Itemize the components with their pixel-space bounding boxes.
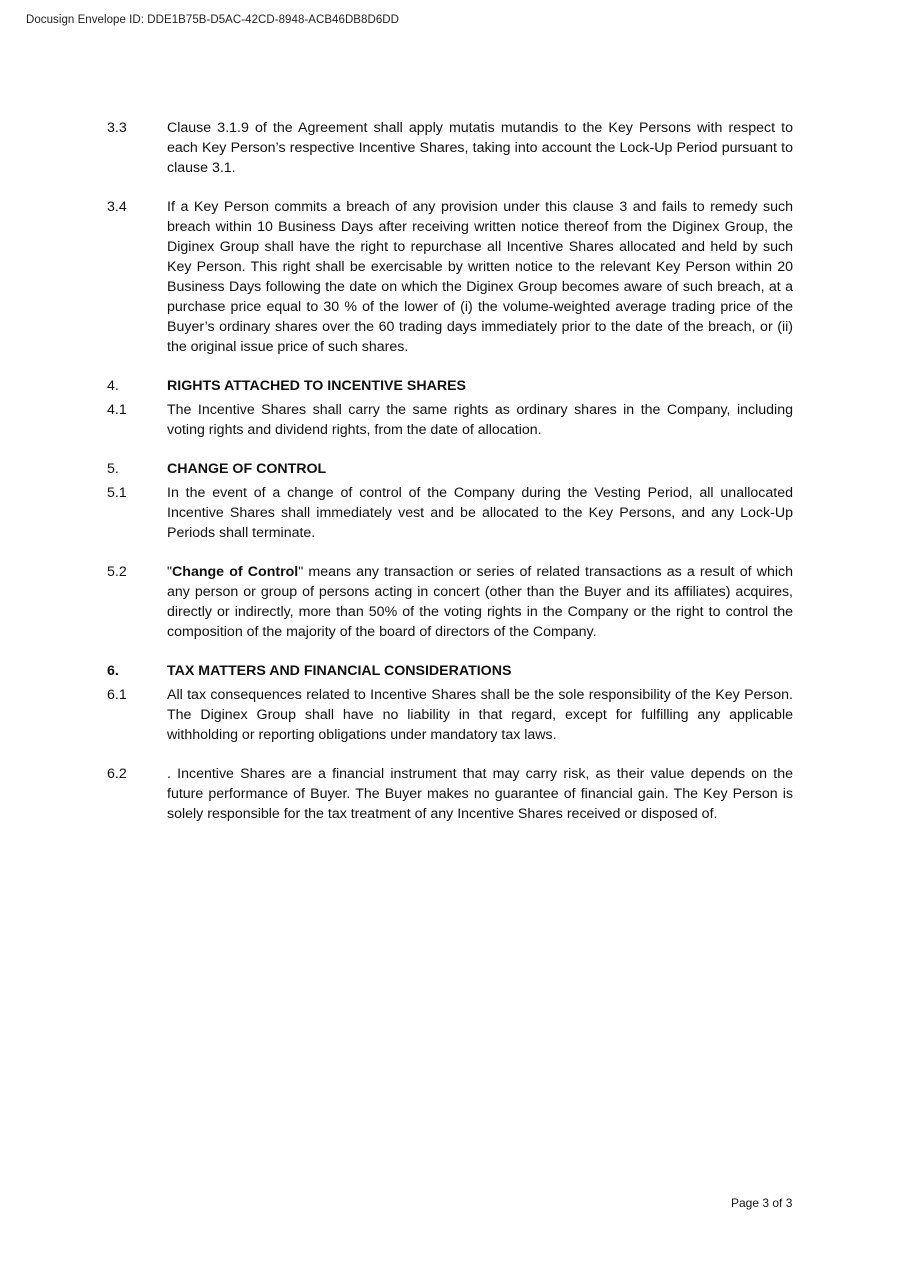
clause-number: 3.4 — [107, 199, 127, 215]
section-title: CHANGE OF CONTROL — [167, 461, 327, 477]
document-body — [107, 118, 793, 824]
clause-number: 4.1 — [107, 402, 127, 418]
section-title: RIGHTS ATTACHED TO INCENTIVE SHARES — [167, 378, 467, 394]
section-number: 6. — [107, 663, 119, 679]
clause-text: Clause 3.1.9 of the Agreement shall apply mutatis mutandis to the Key Persons with respect to each Key Person’s respective Incentive Shares, taking into account the Lock-Up Period pursuant to clause 3.1. — [167, 120, 793, 176]
clause-number: 5.2 — [107, 564, 127, 580]
clause-number: 6.2 — [107, 766, 127, 782]
section-heading-5 — [107, 459, 793, 479]
clause-number: 3.3 — [107, 120, 127, 136]
clause-6-1 — [107, 685, 793, 745]
clause-4-1 — [107, 400, 793, 440]
clause-5-2 — [107, 562, 793, 642]
clause-number: 5.1 — [107, 485, 127, 501]
clause-5-1 — [107, 483, 793, 543]
clause-text: In the event of a change of control of the Company during the Vesting Period, all unallocated Incentive Shares shall immediately vest and be allocated to the Key Persons, and any Lock-Up Periods shall terminate. — [167, 485, 793, 541]
envelope-id: Docusign Envelope ID: DDE1B75B-D5AC-42CD-8948-ACB46DB8D6DD — [26, 14, 399, 26]
clause-6-2 — [107, 764, 793, 824]
section-heading-6 — [107, 661, 793, 681]
section-heading-4 — [107, 376, 793, 396]
clause-text: If a Key Person commits a breach of any provision under this clause 3 and fails to remedy such breach within 10 Business Days after receiving written notice thereof from the Diginex Group, the Diginex Group shall have the right to repurchase all Incentive Shares allocated and held by such Key Person. This right shall be exercisable by written notice to the relevant Key Person within 20 Business Days following the date on which the Diginex Group becomes aware of such breach, at a purchase price equal to 30 % of the lower of (i) the volume-weighted average trading price of the Buyer’s ordinary shares over the 60 trading days immediately prior to the date of the breach, or (ii) the original issue price of such shares. — [167, 199, 793, 355]
clause-number: 6.1 — [107, 687, 127, 703]
page-number: Page 3 of 3 — [731, 1196, 793, 1210]
section-number: 4. — [107, 378, 119, 394]
definition-text: " means any transaction or series of related transactions as a result of which any person or group of persons acting in concert (other than the Buyer and its affiliates) acquires, directly or indirectly, more than 50% of the voting rights in the Company or the right to control the composition of the majority of the board of directors of the Company. — [167, 564, 793, 640]
section-title: TAX MATTERS AND FINANCIAL CONSIDERATIONS — [167, 663, 512, 679]
defined-term: Change of Control — [172, 564, 299, 580]
clause-3-3 — [107, 118, 793, 178]
clause-text: . Incentive Shares are a financial instrument that may carry risk, as their value depends on the future performance of Buyer. The Buyer makes no guarantee of financial gain. The Key Person is solely responsible for the tax treatment of any Incentive Shares received or disposed of. — [167, 766, 793, 822]
clause-text: All tax consequences related to Incentive Shares shall be the sole responsibility of the Key Person. The Diginex Group shall have no liability in that regard, except for fulfilling any applicable withholding or reporting obligations under mandatory tax laws. — [167, 687, 793, 743]
clause-text — [167, 562, 793, 642]
open-quote: " — [167, 564, 173, 580]
clause-3-4 — [107, 197, 793, 357]
clause-text: The Incentive Shares shall carry the same rights as ordinary shares in the Company, including voting rights and dividend rights, from the date of allocation. — [167, 402, 793, 438]
section-number: 5. — [107, 461, 119, 477]
